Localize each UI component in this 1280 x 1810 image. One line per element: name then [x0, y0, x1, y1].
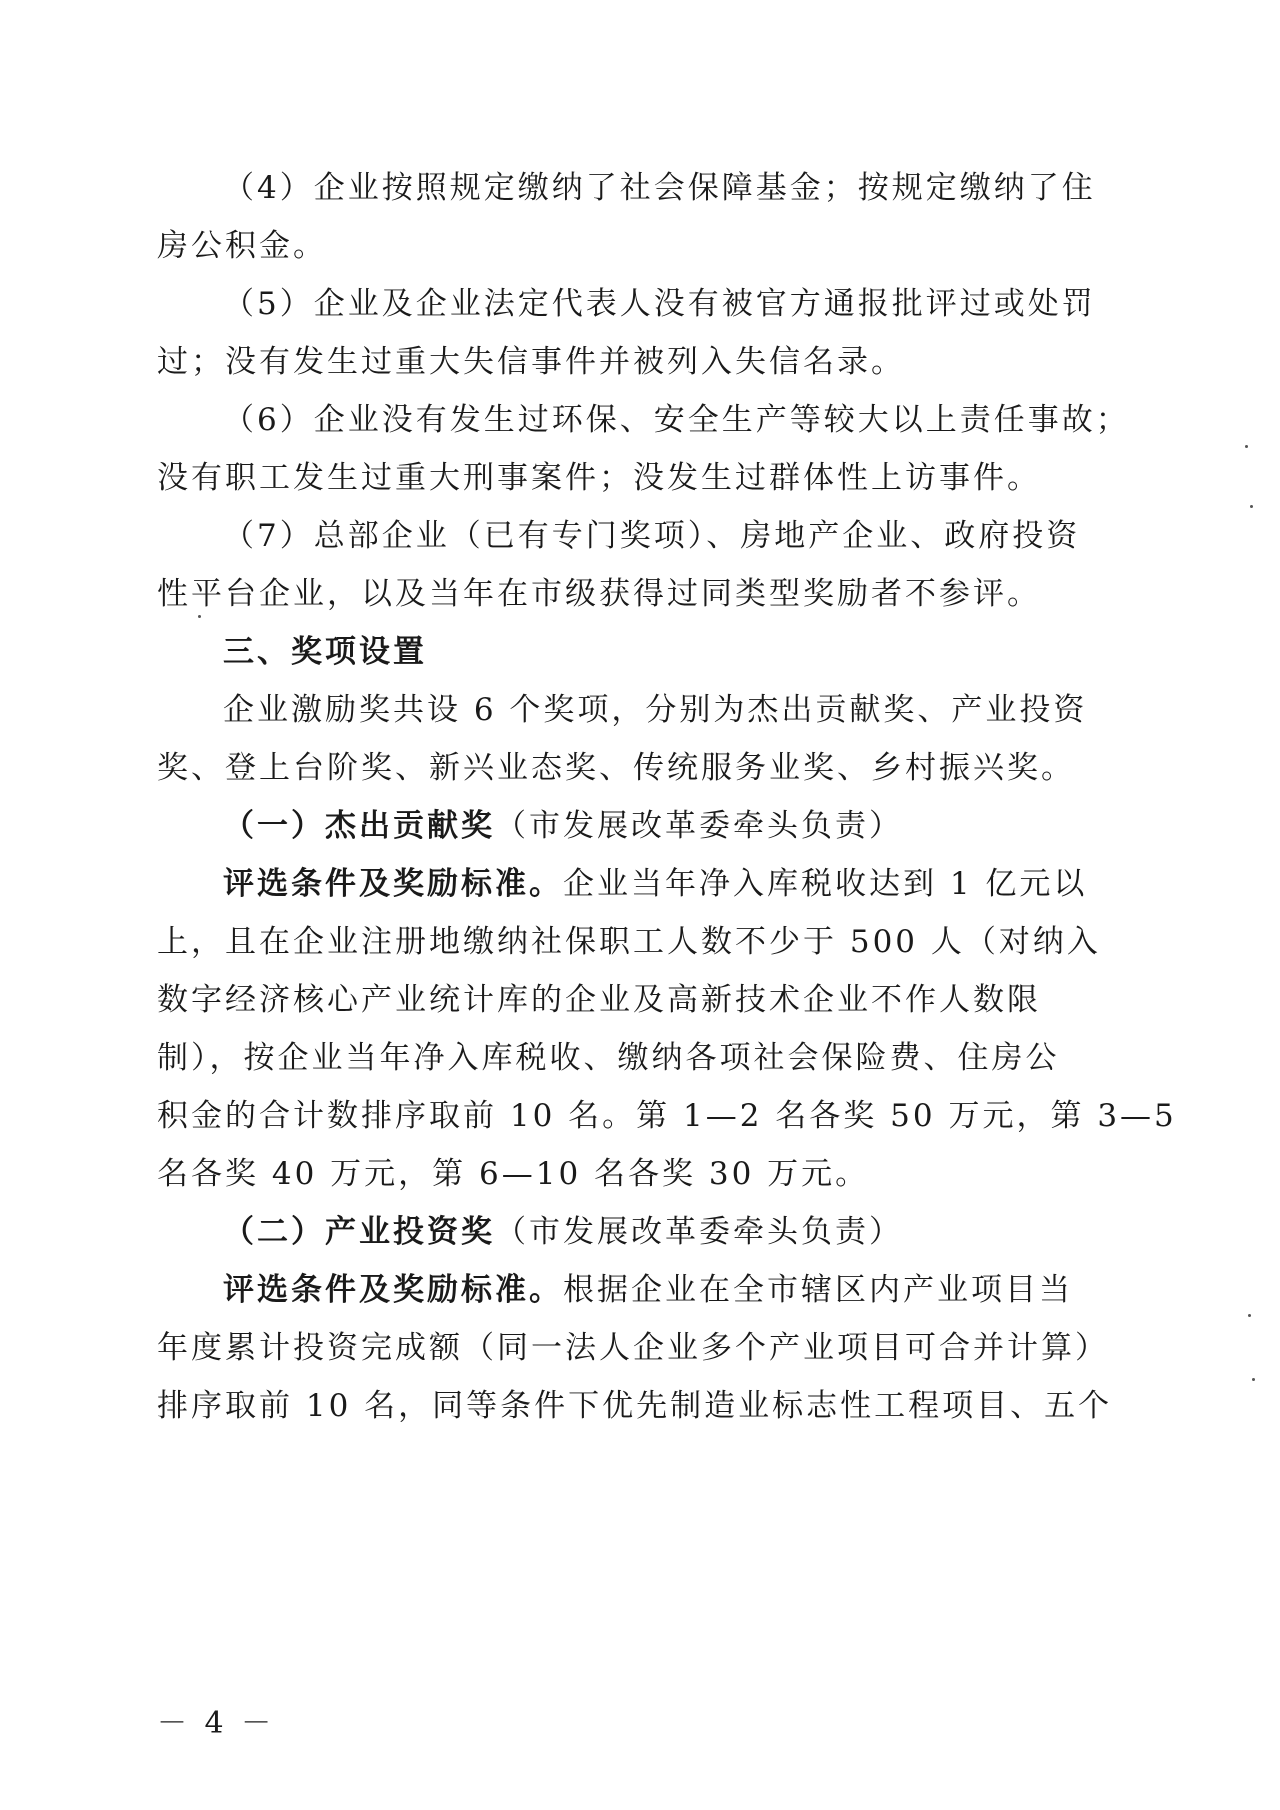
award-1-criteria-label: 评选条件及奖励标准。: [223, 866, 563, 902]
award-2-criteria-label: 评选条件及奖励标准。: [223, 1272, 563, 1308]
award-2-line-3: 排序取前 10 名，同等条件下优先制造业标志性工程项目、五个: [157, 1388, 1113, 1424]
award-2-line-2: 年度累计投资完成额（同一法人企业多个产业项目可合并计算）: [157, 1330, 1109, 1366]
paragraph-5-line-1: （5）企业及企业法定代表人没有被官方通报批评过或处罚: [223, 286, 1096, 322]
paragraph-7-line-1: （7）总部企业（已有专门奖项）、房地产企业、政府投资: [223, 518, 1081, 554]
award-1-title-rest: （市发展改革委牵头负责）: [495, 808, 903, 844]
paragraph-6-line-2: 没有职工发生过重大刑事案件；没发生过群体性上访事件。: [157, 460, 1041, 496]
award-1-line-2: 上，且在企业注册地缴纳社保职工人数不少于 500 人（对纳入: [157, 924, 1101, 960]
award-2-criteria-text: 根据企业在全市辖区内产业项目当: [563, 1272, 1073, 1308]
scan-speck: [1252, 1378, 1255, 1381]
paragraph-4-line-2: 房公积金。: [157, 228, 327, 264]
scan-speck: [1250, 505, 1253, 508]
page-number: － 4 －: [157, 1706, 276, 1741]
award-1-line-5: 积金的合计数排序取前 10 名。第 1—2 名各奖 50 万元，第 3—5: [157, 1098, 1177, 1134]
award-2-title-bold: （二）产业投资奖: [223, 1214, 495, 1250]
award-1-line-6: 名各奖 40 万元，第 6—10 名各奖 30 万元。: [157, 1156, 870, 1192]
award-2-criteria-line-1: [223, 1270, 1097, 1310]
scan-speck: [1245, 445, 1248, 448]
award-1-criteria-text: 企业当年净入库税收达到 1 亿元以: [563, 866, 1088, 902]
award-1-title: [223, 806, 1097, 846]
paragraph-7-line-2: 性平台企业，以及当年在市级获得过同类型奖励者不参评。: [157, 576, 1041, 612]
award-1-line-4: 制），按企业当年净入库税收、缴纳各项社会保险费、住房公: [157, 1040, 1060, 1076]
award-1-line-3: 数字经济核心产业统计库的企业及高新技术企业不作人数限: [157, 982, 1041, 1018]
award-2-title: [223, 1212, 1097, 1252]
scan-speck: [1248, 1314, 1251, 1317]
paragraph-6-line-1: （6）企业没有发生过环保、安全生产等较大以上责任事故；: [223, 402, 1130, 438]
award-1-title-bold: （一）杰出贡献奖: [223, 808, 495, 844]
section-intro-line-2: 奖、登上台阶奖、新兴业态奖、传统服务业奖、乡村振兴奖。: [157, 750, 1075, 786]
scan-speck: [198, 615, 201, 618]
section-heading: 三、奖项设置: [223, 634, 427, 670]
paragraph-4-line-1: （4）企业按照规定缴纳了社会保障基金；按规定缴纳了住: [223, 170, 1096, 206]
paragraph-5-line-2: 过；没有发生过重大失信事件并被列入失信名录。: [157, 344, 905, 380]
award-2-title-rest: （市发展改革委牵头负责）: [495, 1214, 903, 1250]
award-1-criteria-line-1: [223, 864, 1097, 904]
section-intro-line-1: 企业激励奖共设 6 个奖项，分别为杰出贡献奖、产业投资: [223, 692, 1088, 728]
